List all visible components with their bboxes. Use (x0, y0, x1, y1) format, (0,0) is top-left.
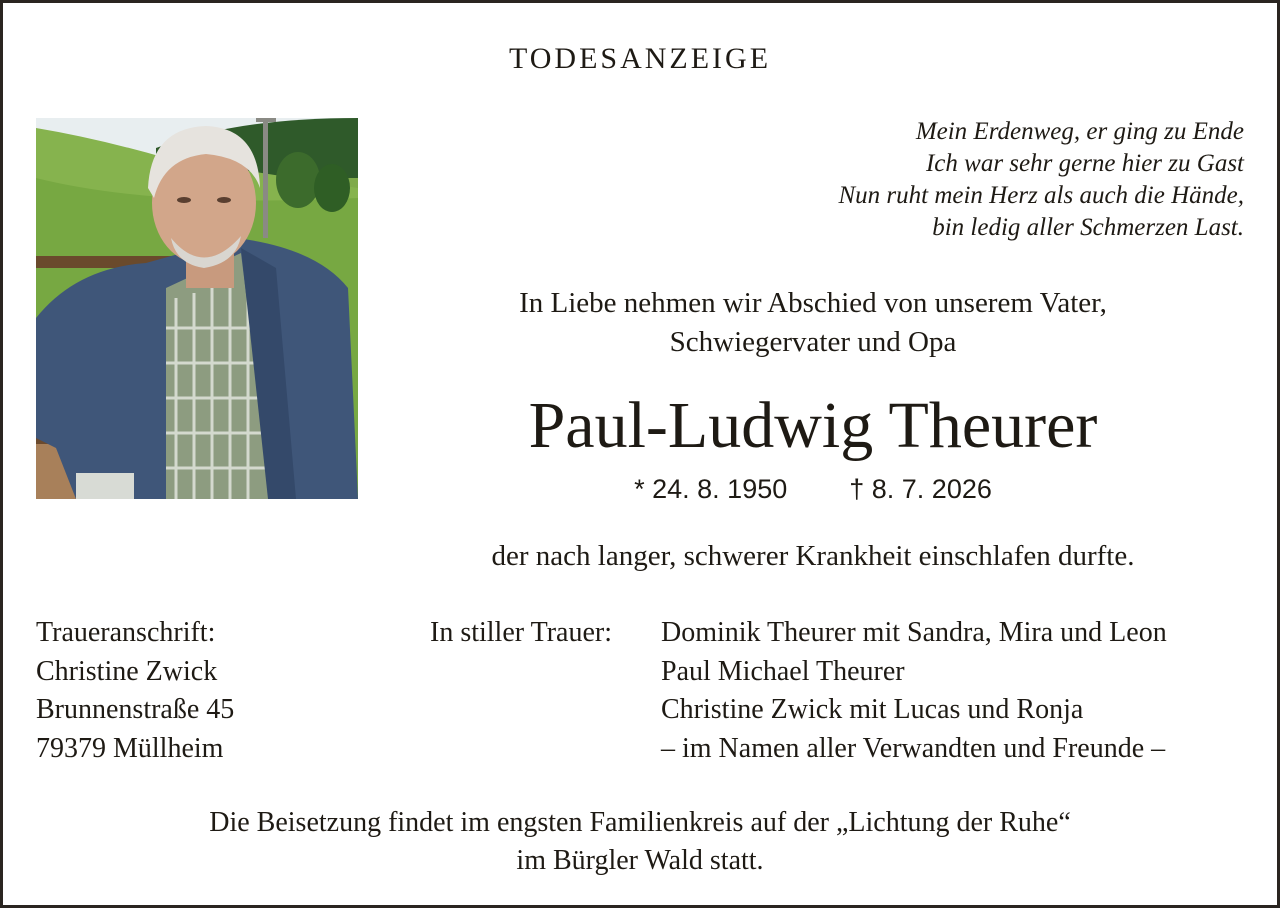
mourner-line: Dominik Theurer mit Sandra, Mira und Leon (661, 617, 1167, 648)
poem-line: bin ledig aller Schmerzen Last. (932, 214, 1244, 241)
poem-line: Mein Erdenweg, er ging zu Ende (915, 118, 1244, 145)
address-label: Traueranschrift: (36, 617, 216, 648)
poem-line: Ich war sehr gerne hier zu Gast (925, 150, 1244, 177)
birth-date: * 24. 8. 1950 (634, 474, 788, 504)
burial-notice (0, 804, 1280, 880)
burial-line: im Bürgler Wald statt. (516, 845, 764, 876)
mourner-line: Paul Michael Theurer (661, 655, 905, 687)
mourner-line: Christine Zwick mit Lucas und Ronja (661, 694, 1084, 725)
closing-line: der nach langer, schwerer Krankheit einschlafen durfte. (491, 540, 1135, 572)
portrait-photo (36, 118, 358, 499)
life-dates (400, 472, 1226, 506)
intro-line: Schwiegervater und Opa (669, 326, 957, 358)
burial-line: Die Beisetzung findet im engsten Familienkreis auf der „Lichtung der Ruhe“ (209, 807, 1071, 838)
mourning-address (36, 614, 234, 768)
poem (684, 116, 1244, 244)
mourner-line: – im Namen aller Verwandten und Freunde – (661, 732, 1166, 764)
address-line: 79379 Müllheim (36, 732, 224, 764)
deceased-name: Paul-Ludwig Theurer (528, 389, 1098, 462)
mourners-label: In stiller Trauer: (430, 617, 612, 648)
notice-heading: TODESANZEIGE (508, 42, 772, 75)
address-line: Christine Zwick (36, 655, 218, 687)
farewell-intro (400, 284, 1226, 362)
poem-line: Nun ruht mein Herz als auch die Hände, (838, 182, 1244, 209)
death-date: † 8. 7. 2026 (849, 474, 992, 504)
address-line: Brunnenstraße 45 (36, 694, 235, 725)
mourners-list (661, 614, 1167, 768)
intro-line: In Liebe nehmen wir Abschied von unserem Vater, (519, 287, 1107, 319)
